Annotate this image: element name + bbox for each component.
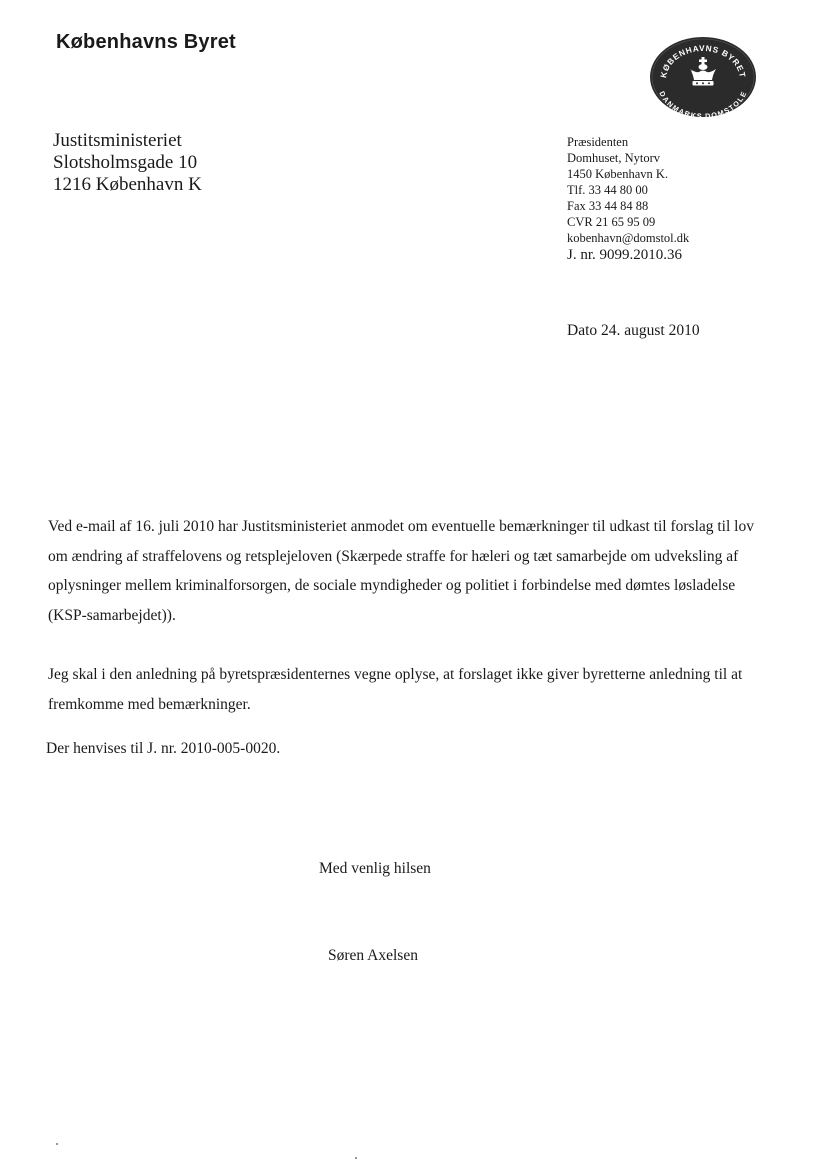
letter-date: Dato 24. august 2010 bbox=[567, 322, 700, 339]
sender-cvr: CVR 21 65 95 09 bbox=[567, 215, 656, 229]
sender-phone: Tlf. 33 44 80 00 bbox=[567, 183, 648, 197]
signatory-name: Søren Axelsen bbox=[328, 947, 418, 964]
sender-address-city: 1450 København K. bbox=[567, 167, 669, 181]
body-paragraph-2: Jeg skal i den anledning på byretspræsidenternes vegne oplyse, at forslaget ikke giver byretterne anledning til at fremkomme med bemærkninger. bbox=[48, 666, 743, 713]
sender-title: Præsidenten bbox=[567, 135, 629, 149]
recipient-line: Justitsministeriet bbox=[53, 130, 182, 151]
closing-greeting: Med venlig hilsen bbox=[319, 860, 431, 877]
letter-body bbox=[48, 512, 768, 719]
scan-speck bbox=[56, 1143, 58, 1145]
recipient-address bbox=[53, 130, 202, 196]
seal-top-text: KØBENHAVNS BYRET bbox=[658, 43, 747, 79]
sender-email: kobenhavn@domstol.dk bbox=[567, 231, 690, 245]
recipient-line: Slotsholmsgade 10 bbox=[53, 152, 198, 173]
seal-bottom-text: DANMARKS DOMSTOLE bbox=[657, 89, 749, 118]
journal-number: J. nr. 9099.2010.36 bbox=[567, 247, 683, 263]
body-paragraph-1: Ved e-mail af 16. juli 2010 har Justitsministeriet anmodet om eventuelle bemærkninger til udkast til forslag til lov om ændring af straffelovens og retsplejeloven (Skærpede straffe for hæleri og tæt samarbejde om udveksling af oplysninger mellem kriminalforsorgen, de sociale myndigheder og politiet i forbindelse med dømtes løsladelse (KSP-samarbejdet)). bbox=[48, 518, 754, 624]
court-name: Københavns Byret bbox=[56, 31, 236, 53]
sender-fax: Fax 33 44 84 88 bbox=[567, 199, 649, 213]
recipient-line: 1216 København K bbox=[53, 174, 202, 195]
sender-address-street: Domhuset, Nytorv bbox=[567, 151, 661, 165]
reference-line: Der henvises til J. nr. 2010-005-0020. bbox=[46, 740, 281, 757]
sender-block bbox=[567, 134, 689, 264]
court-seal bbox=[649, 36, 757, 118]
scan-speck bbox=[355, 1157, 357, 1159]
